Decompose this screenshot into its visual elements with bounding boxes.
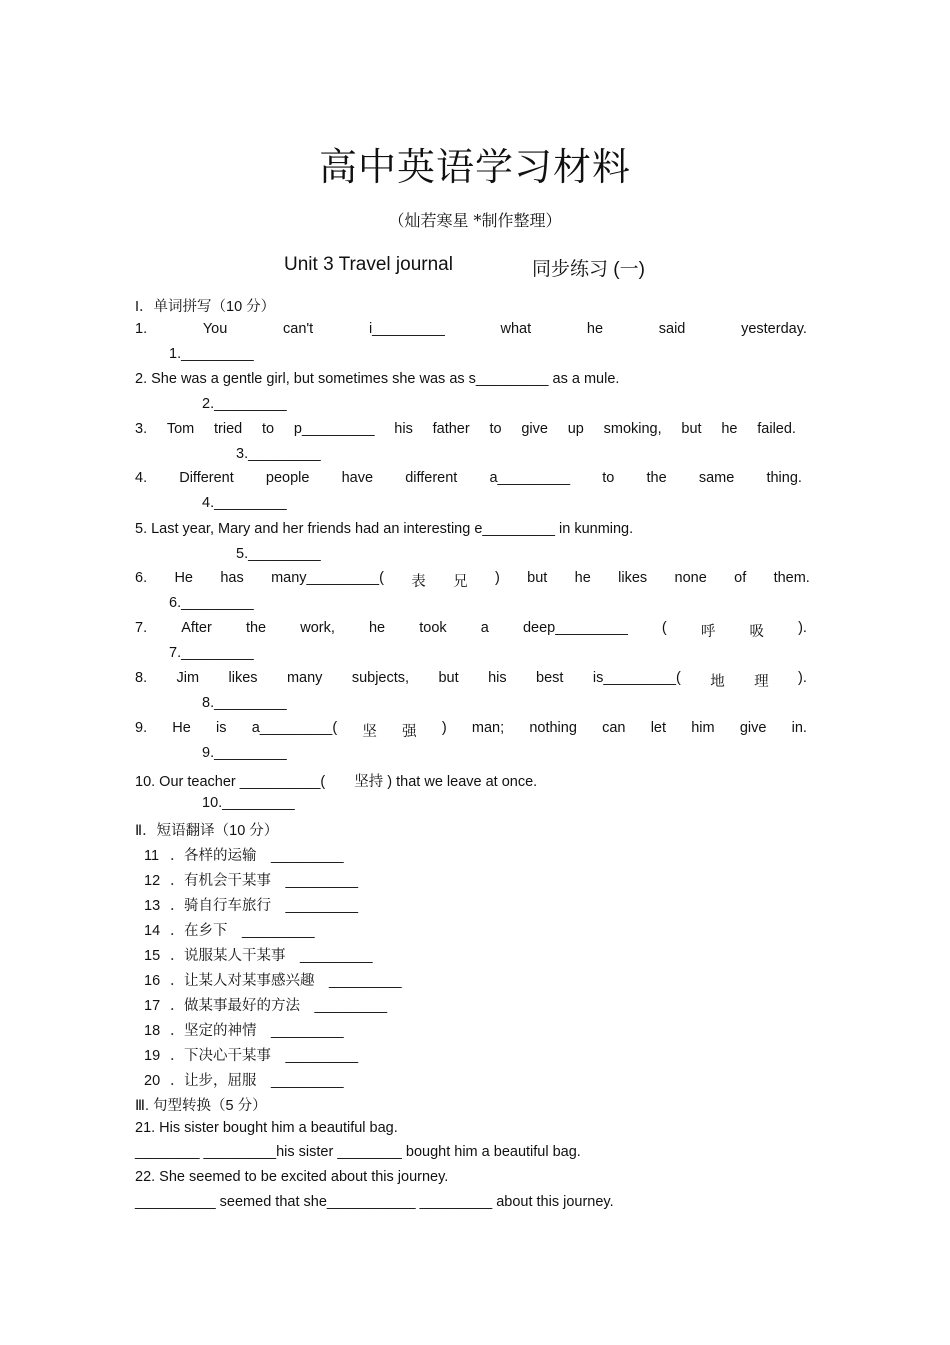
q6-word: 表 <box>411 574 426 590</box>
q8-word: but <box>438 670 459 686</box>
q3-word: up <box>567 421 584 437</box>
q6-word: He <box>174 570 193 586</box>
phrase-item: 20 ．让步，屈服 _________ <box>144 1073 344 1089</box>
q4-word: thing. <box>766 470 802 486</box>
question-1 <box>135 321 807 337</box>
phrase-item: 17 ．做某事最好的方法 _________ <box>144 998 388 1014</box>
answer-blank-3: 3._________ <box>236 446 321 462</box>
unit-title: Unit 3 Travel journal <box>284 254 453 275</box>
phrase-number: 18 <box>144 1023 161 1039</box>
q6-word: of <box>734 570 747 586</box>
q6-word: he <box>574 570 591 586</box>
q8-word: is_________( <box>592 670 681 686</box>
q9-word: him <box>691 720 715 736</box>
phrase-number: 14 <box>144 923 161 939</box>
answer-22: __________ seemed that she___________ _________ about this journey. <box>135 1194 614 1210</box>
q9-word: a_________( <box>251 720 338 736</box>
phrase-number: 16 <box>144 973 161 989</box>
phrase-text: 各样的运输 _________ <box>184 848 344 864</box>
q7-word: deep_________ <box>522 620 628 636</box>
q8-word: his <box>488 670 507 686</box>
q1-word: 1. <box>135 321 148 337</box>
phrase-item: 19 ．下决心干某事 _________ <box>144 1048 359 1064</box>
phrase-item: 16 ．让某人对某事感兴趣 _________ <box>144 973 402 989</box>
q9-word: man; <box>471 720 505 736</box>
q3-word: he <box>721 421 738 437</box>
q3-word: Tom <box>166 421 195 437</box>
q6-word: has <box>220 570 244 586</box>
q9-word: give <box>739 720 767 736</box>
question-22: 22. She seemed to be excited about this journey. <box>135 1169 449 1185</box>
question-4 <box>135 470 802 486</box>
phrase-text: 坚定的神情 _________ <box>184 1023 344 1039</box>
q8-word: 地 <box>710 674 725 690</box>
q3-word: to <box>262 421 275 437</box>
q1-word: can't <box>283 321 314 337</box>
q7-word: he <box>368 620 386 636</box>
q3-word: give <box>521 421 548 437</box>
q7-word: took <box>419 620 447 636</box>
q4-word: people <box>265 470 310 486</box>
q6-word: them. <box>773 570 810 586</box>
q9-word: nothing <box>529 720 577 736</box>
q9-word: 强 <box>402 724 417 740</box>
q3-word: failed. <box>757 421 796 437</box>
phrase-item: 12 ．有机会干某事 _________ <box>144 873 359 889</box>
q6-word: but <box>527 570 548 586</box>
question-9 <box>135 720 807 741</box>
phrase-text: 说服某人干某事 _________ <box>184 948 373 964</box>
answer-21: ________ _________his sister ________ bought him a beautiful bag. <box>135 1144 581 1160</box>
answer-blank-4: 4._________ <box>202 495 287 511</box>
q3-word: to <box>489 421 502 437</box>
section-3-heading: Ⅲ. 句型转换（5 分） <box>135 1098 267 1114</box>
q4-word: have <box>341 470 374 486</box>
q8-word: best <box>536 670 564 686</box>
answer-blank-7: 7._________ <box>169 645 254 661</box>
phrase-text: 让步，屈服 _________ <box>184 1073 344 1089</box>
q8-word: 理 <box>754 674 769 690</box>
section-1-heading: I．单词拼写（10 分） <box>135 299 276 315</box>
q3-word: smoking, <box>603 421 662 437</box>
q6-word: none <box>674 570 707 586</box>
q9-word: 9. <box>135 720 148 736</box>
question-8 <box>135 670 807 691</box>
q6-word: 兄 <box>453 574 468 590</box>
page-subtitle: （灿若寒星 *制作整理） <box>388 211 562 230</box>
q7-word: 7. <box>135 620 148 636</box>
q7-word: After <box>181 620 212 636</box>
q9-word: is <box>216 720 227 736</box>
q8-word: 8. <box>135 670 148 686</box>
q3-word: tried <box>214 421 243 437</box>
q8-word: many <box>286 670 323 686</box>
q1-word: he <box>586 321 604 337</box>
phrase-number: 11 <box>144 848 160 864</box>
phrase-item: 14 ．在乡下 _________ <box>144 923 315 939</box>
phrase-text: 让某人对某事感兴趣 _________ <box>184 973 402 989</box>
answer-blank-6: 6._________ <box>169 595 254 611</box>
phrase-text: 在乡下 _________ <box>184 923 315 939</box>
phrase-number: 20 <box>144 1073 161 1089</box>
q6-word: likes <box>618 570 648 586</box>
q4-word: the <box>646 470 667 486</box>
question-6 <box>135 570 810 591</box>
q1-word: yesterday. <box>741 321 807 337</box>
q4-word: 4. <box>135 470 148 486</box>
q6-word: ) <box>494 570 500 586</box>
q4-word: a_________ <box>489 470 571 486</box>
answer-blank-5: 5._________ <box>236 546 321 562</box>
q1-word: said <box>658 321 686 337</box>
q3-word: but <box>681 421 702 437</box>
q8-word: Jim <box>176 670 200 686</box>
phrase-number: 15 <box>144 948 161 964</box>
phrase-text: 下决心干某事 _________ <box>184 1048 359 1064</box>
question-21: 21. His sister bought him a beautiful bag. <box>135 1120 398 1136</box>
phrase-number: 13 <box>144 898 161 914</box>
q8-word: subjects, <box>351 670 410 686</box>
answer-blank-9: 9._________ <box>202 745 287 761</box>
q1-word: i_________ <box>368 321 445 337</box>
answer-blank-8: 8._________ <box>202 695 287 711</box>
phrase-item: 15 ．说服某人干某事 _________ <box>144 948 373 964</box>
q3-word: his <box>394 421 413 437</box>
q6-word: 6. <box>135 570 148 586</box>
q1-word: You <box>202 321 228 337</box>
q7-word: a <box>480 620 489 636</box>
phrase-item: 11 ．各样的运输 _________ <box>144 848 344 864</box>
q4-word: different <box>405 470 458 486</box>
q9-word: ) <box>441 720 447 736</box>
q7-word: ( <box>661 620 667 636</box>
q6-word: many_________( <box>271 570 384 586</box>
answer-blank-1: 1._________ <box>169 346 254 362</box>
q9-word: can <box>602 720 626 736</box>
q8-word: likes <box>228 670 258 686</box>
question-10: 10. Our teacher __________( 坚持 ) that we leave at once. <box>135 774 538 790</box>
phrase-number: 17 <box>144 998 161 1014</box>
q1-word: what <box>500 321 532 337</box>
phrase-text: 骑自行车旅行 _________ <box>184 898 359 914</box>
answer-blank-2: 2._________ <box>202 396 287 412</box>
phrase-item: 18 ．坚定的神情 _________ <box>144 1023 344 1039</box>
q9-word: 坚 <box>362 724 377 740</box>
phrase-number: 12 <box>144 873 161 889</box>
question-3 <box>135 421 796 437</box>
unit-exercise-label: 同步练习 (一) <box>532 259 645 280</box>
q9-word: He <box>172 720 191 736</box>
q4-word: to <box>602 470 615 486</box>
question-5: 5. Last year, Mary and her friends had an interesting e_________ in kunming. <box>135 521 634 537</box>
q9-word: let <box>650 720 667 736</box>
answer-blank-10: 10._________ <box>202 795 295 811</box>
question-7 <box>135 620 807 641</box>
q9-word: in. <box>791 720 807 736</box>
page-title: 高中英语学习材料 <box>318 145 631 189</box>
q8-word: ). <box>798 670 807 686</box>
q7-word: 呼 <box>700 624 716 640</box>
q4-word: Different <box>179 470 234 486</box>
question-2: 2. She was a gentle girl, but sometimes she was as s_________ as a mule. <box>135 371 620 387</box>
phrase-text: 有机会干某事 _________ <box>184 873 359 889</box>
phrase-item: 13 ．骑自行车旅行 _________ <box>144 898 359 914</box>
phrase-number: 19 <box>144 1048 161 1064</box>
q3-word: p_________ <box>293 421 375 437</box>
q7-word: the <box>245 620 267 636</box>
q7-word: work, <box>300 620 335 636</box>
q3-word: 3. <box>135 421 148 437</box>
phrase-text: 做某事最好的方法 _________ <box>184 998 388 1014</box>
section-2-heading: Ⅱ．短语翻译（10 分） <box>135 823 279 839</box>
q3-word: father <box>432 421 470 437</box>
q7-word: 吸 <box>749 624 764 640</box>
q4-word: same <box>698 470 735 486</box>
q7-word: ). <box>798 620 807 636</box>
